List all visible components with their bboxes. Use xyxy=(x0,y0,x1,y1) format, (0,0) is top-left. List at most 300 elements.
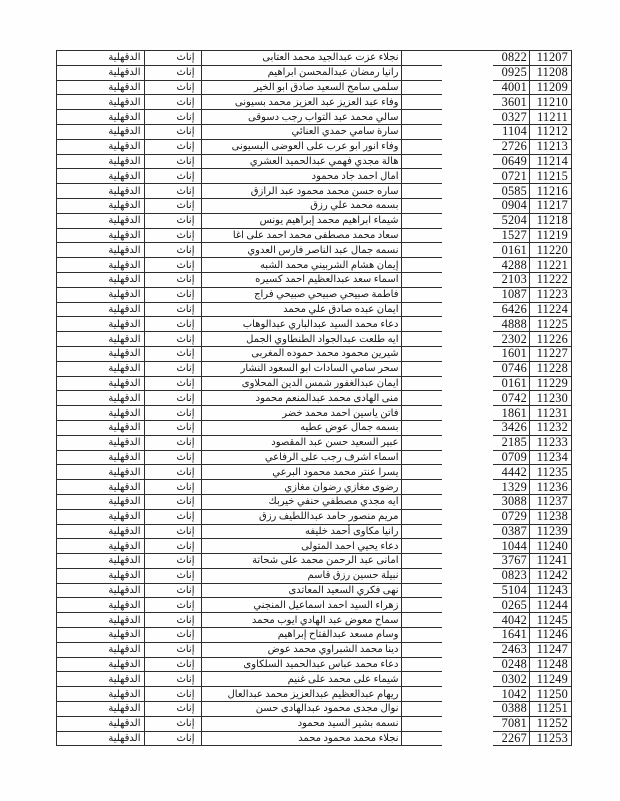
seat-number-cell xyxy=(529,628,572,643)
seat-number-cell xyxy=(529,687,572,702)
governorate-cell xyxy=(56,169,144,184)
spacer xyxy=(442,732,493,747)
governorate-label: الدقهلية xyxy=(108,111,141,123)
student-name: سعاد محمد مصطفى محمد احمد على اغا xyxy=(232,229,399,241)
spacer xyxy=(442,658,493,673)
seat-number-value: 11226 xyxy=(536,332,568,346)
empty-cell xyxy=(402,125,443,140)
gender-label: إناث xyxy=(176,377,195,389)
code-value: 0161 xyxy=(501,243,527,257)
table-row xyxy=(56,288,572,303)
seat-number-value: 11232 xyxy=(536,420,568,435)
empty-cell xyxy=(402,347,443,362)
seat-number-cell xyxy=(529,421,572,436)
governorate-cell xyxy=(56,554,144,569)
student-name-cell xyxy=(201,391,402,406)
governorate-label: الدقهلية xyxy=(108,333,141,345)
empty-cell xyxy=(402,377,443,392)
gender-label: إناث xyxy=(176,659,195,671)
empty-cell xyxy=(402,184,443,199)
spacer xyxy=(442,687,493,702)
spacer xyxy=(442,184,493,199)
gender-cell xyxy=(144,495,201,510)
gender-label: إناث xyxy=(176,599,195,611)
seat-number-cell xyxy=(529,66,572,81)
gender-cell xyxy=(144,273,201,288)
code-value: 4042 xyxy=(501,613,527,627)
student-name: دينا محمد الشبراوي محمد عوض xyxy=(267,644,399,656)
spacer xyxy=(442,317,493,332)
student-name-cell xyxy=(201,480,402,495)
spacer xyxy=(442,66,493,81)
seat-number-cell xyxy=(529,465,572,480)
seat-number-cell xyxy=(529,155,572,170)
seat-number-value: 11237 xyxy=(536,494,568,509)
governorate-label: الدقهلية xyxy=(108,673,141,685)
gender-label: إناث xyxy=(176,215,195,227)
student-name-cell xyxy=(201,525,402,540)
seat-number-cell xyxy=(529,525,572,540)
seat-number-value: 11234 xyxy=(536,450,568,464)
seat-number-cell xyxy=(529,347,572,362)
governorate-cell xyxy=(56,273,144,288)
seat-number-cell xyxy=(529,258,572,273)
table-row xyxy=(56,406,572,421)
student-name-cell xyxy=(201,702,402,717)
governorate-cell xyxy=(56,243,144,258)
student-name: سحر سامي السادات ابو السعود النشار xyxy=(240,363,399,375)
governorate-cell xyxy=(56,525,144,540)
governorate-label: الدقهلية xyxy=(108,155,141,167)
governorate-label: الدقهلية xyxy=(108,599,141,611)
governorate-label: الدقهلية xyxy=(108,96,141,108)
gender-label: إناث xyxy=(176,496,195,508)
code-cell xyxy=(493,510,529,525)
spacer xyxy=(442,598,493,613)
table-row xyxy=(56,229,572,244)
spacer xyxy=(442,155,493,170)
seat-number-cell xyxy=(529,81,572,96)
gender-cell xyxy=(144,613,201,628)
code-value: 0387 xyxy=(501,524,527,538)
table-row xyxy=(56,125,572,140)
gender-label: إناث xyxy=(176,718,195,730)
governorate-cell xyxy=(56,628,144,643)
student-name-cell xyxy=(201,643,402,658)
governorate-cell xyxy=(56,66,144,81)
empty-cell xyxy=(402,717,443,732)
code-cell xyxy=(493,110,529,125)
gender-label: إناث xyxy=(176,141,195,153)
code-cell xyxy=(493,229,529,244)
student-name: سارة سامي حمدي العنائي xyxy=(291,126,399,138)
gender-cell xyxy=(144,288,201,303)
seat-number-cell xyxy=(529,702,572,717)
table-row xyxy=(56,510,572,525)
governorate-cell xyxy=(56,377,144,392)
table-row xyxy=(56,451,572,466)
governorate-label: الدقهلية xyxy=(108,555,141,567)
seat-number-value: 11242 xyxy=(536,568,568,583)
spacer xyxy=(442,243,493,258)
governorate-label: الدقهلية xyxy=(108,215,141,227)
governorate-label: الدقهلية xyxy=(108,614,141,626)
empty-cell xyxy=(402,110,443,125)
student-name: مريم منصور حامد عبداللطيف رزق xyxy=(258,511,399,523)
governorate-label: الدقهلية xyxy=(108,81,141,93)
code-cell xyxy=(493,303,529,318)
spacer xyxy=(442,229,493,244)
seat-number-value: 11211 xyxy=(537,110,568,124)
code-value: 0823 xyxy=(501,568,527,583)
student-name-cell xyxy=(201,199,402,214)
governorate-label: الدقهلية xyxy=(108,200,141,212)
spacer xyxy=(442,125,493,140)
governorate-cell xyxy=(56,465,144,480)
gender-label: إناث xyxy=(176,614,195,626)
table-row xyxy=(56,51,572,66)
governorate-label: الدقهلية xyxy=(108,363,141,375)
empty-cell xyxy=(402,687,443,702)
code-cell xyxy=(493,717,529,732)
empty-cell xyxy=(402,732,443,747)
gender-cell xyxy=(144,554,201,569)
governorate-cell xyxy=(56,569,144,584)
governorate-cell xyxy=(56,184,144,199)
table-row xyxy=(56,332,572,347)
governorate-cell xyxy=(56,303,144,318)
student-name: دعاء محمد عباس عبدالحميد السلكاوى xyxy=(243,659,399,671)
seat-number-cell xyxy=(529,110,572,125)
gender-label: إناث xyxy=(176,229,195,241)
table-row xyxy=(56,81,572,96)
student-name: رانيا مكاوى أحمد خليفه xyxy=(305,525,399,537)
student-name-cell xyxy=(201,658,402,673)
empty-cell xyxy=(402,525,443,540)
student-name: ريهام عبدالعظيم عبدالعزيز محمد عبدالعال xyxy=(227,688,399,700)
code-value: 2267 xyxy=(501,731,527,746)
seat-number-cell xyxy=(529,377,572,392)
student-name-cell xyxy=(201,66,402,81)
gender-cell xyxy=(144,184,201,199)
code-cell xyxy=(493,702,529,717)
code-value: 1527 xyxy=(501,228,527,242)
code-value: 0161 xyxy=(501,376,527,390)
table-row xyxy=(56,717,572,732)
code-cell xyxy=(493,125,529,140)
governorate-cell xyxy=(56,451,144,466)
student-name: بسمه محمد علي رزق xyxy=(310,200,399,212)
code-cell xyxy=(493,658,529,673)
gender-label: إناث xyxy=(176,333,195,345)
empty-cell xyxy=(402,273,443,288)
gender-label: إناث xyxy=(176,274,195,286)
student-name: هالة مجدي فهمي عبدالحميد العشري xyxy=(249,155,399,167)
seat-number-cell xyxy=(529,332,572,347)
seat-number-value: 11245 xyxy=(536,613,568,627)
table-row xyxy=(56,391,572,406)
table-row xyxy=(56,273,572,288)
student-name: نجلاء محمد محمود محمد xyxy=(298,733,399,745)
spacer xyxy=(442,406,493,421)
gender-cell xyxy=(144,169,201,184)
student-name: منى الهادى محمد عبدالمنعم محمود xyxy=(255,392,399,404)
results-table xyxy=(56,50,572,746)
gender-label: إناث xyxy=(176,200,195,212)
student-name-cell xyxy=(201,554,402,569)
spacer xyxy=(442,377,493,392)
student-name-cell xyxy=(201,451,402,466)
seat-number-cell xyxy=(529,125,572,140)
student-name: امال احمد جاد محمود xyxy=(311,170,399,182)
spacer xyxy=(442,436,493,451)
code-value: 4442 xyxy=(501,465,527,479)
code-cell xyxy=(493,155,529,170)
student-name: يسرا عنتر محمد محمود البرعي xyxy=(272,466,399,478)
gender-cell xyxy=(144,125,201,140)
code-cell xyxy=(493,406,529,421)
spacer xyxy=(442,495,493,510)
code-value: 2463 xyxy=(501,642,527,657)
code-cell xyxy=(493,465,529,480)
student-name-cell xyxy=(201,628,402,643)
student-name-cell xyxy=(201,110,402,125)
code-cell xyxy=(493,584,529,599)
governorate-label: الدقهلية xyxy=(108,318,141,330)
gender-cell xyxy=(144,732,201,747)
code-value: 0925 xyxy=(501,65,527,80)
student-name: اسماء سعد عبدالعظيم احمد كسيره xyxy=(255,274,399,286)
spacer xyxy=(442,539,493,554)
student-name: ايه مجدي مصطفي حنفي خيربك xyxy=(268,496,399,508)
seat-number-cell xyxy=(529,51,572,66)
governorate-label: الدقهلية xyxy=(108,274,141,286)
student-name-cell xyxy=(201,613,402,628)
spacer xyxy=(442,480,493,495)
spacer xyxy=(442,554,493,569)
student-name-cell xyxy=(201,51,402,66)
governorate-cell xyxy=(56,51,144,66)
seat-number-value: 11235 xyxy=(536,465,568,479)
seat-number-value: 11209 xyxy=(536,80,568,94)
table-row xyxy=(56,732,572,747)
student-name-cell xyxy=(201,303,402,318)
student-name-cell xyxy=(201,717,402,732)
student-name: اسماء اشرف رجب على الرفاعي xyxy=(264,451,399,463)
governorate-cell xyxy=(56,539,144,554)
table-row xyxy=(56,525,572,540)
gender-label: إناث xyxy=(176,629,195,641)
gender-label: إناث xyxy=(176,111,195,123)
seat-number-value: 11248 xyxy=(536,657,568,672)
governorate-label: الدقهلية xyxy=(108,67,141,79)
spacer xyxy=(442,140,493,155)
empty-cell xyxy=(402,169,443,184)
seat-number-cell xyxy=(529,229,572,244)
seat-number-value: 11216 xyxy=(536,184,568,198)
gender-cell xyxy=(144,569,201,584)
code-cell xyxy=(493,140,529,155)
governorate-cell xyxy=(56,584,144,599)
seat-number-cell xyxy=(529,480,572,495)
spacer xyxy=(442,672,493,687)
code-value: 0649 xyxy=(501,154,527,168)
student-name: بسمه جمال عوض عطيه xyxy=(300,422,399,434)
code-value: 1104 xyxy=(502,124,527,139)
spacer xyxy=(442,51,493,66)
seat-number-value: 11223 xyxy=(536,287,568,302)
empty-cell xyxy=(402,66,443,81)
governorate-label: الدقهلية xyxy=(108,244,141,256)
gender-cell xyxy=(144,598,201,613)
spacer xyxy=(442,465,493,480)
governorate-label: الدقهلية xyxy=(108,422,141,434)
seat-number-value: 11240 xyxy=(536,539,568,553)
empty-cell xyxy=(402,495,443,510)
seat-number-cell xyxy=(529,732,572,747)
seat-number-value: 11224 xyxy=(536,302,568,316)
governorate-cell xyxy=(56,658,144,673)
gender-cell xyxy=(144,243,201,258)
spacer xyxy=(442,421,493,436)
seat-number-cell xyxy=(529,598,572,613)
code-cell xyxy=(493,273,529,288)
seat-number-value: 11238 xyxy=(536,509,568,524)
seat-number-value: 11250 xyxy=(536,687,568,701)
governorate-cell xyxy=(56,317,144,332)
code-cell xyxy=(493,451,529,466)
table-row xyxy=(56,672,572,687)
governorate-cell xyxy=(56,480,144,495)
table-row xyxy=(56,184,572,199)
governorate-label: الدقهلية xyxy=(108,511,141,523)
gender-cell xyxy=(144,717,201,732)
gender-label: إناث xyxy=(176,363,195,375)
empty-cell xyxy=(402,480,443,495)
code-value: 5204 xyxy=(501,213,527,228)
table-row xyxy=(56,465,572,480)
seat-number-value: 11222 xyxy=(536,272,568,287)
table-row xyxy=(56,658,572,673)
governorate-label: الدقهلية xyxy=(108,407,141,419)
gender-cell xyxy=(144,303,201,318)
gender-label: إناث xyxy=(176,52,195,64)
code-value: 0721 xyxy=(501,169,527,183)
student-name-cell xyxy=(201,687,402,702)
table-row xyxy=(56,243,572,258)
gender-cell xyxy=(144,658,201,673)
table-row xyxy=(56,258,572,273)
student-name: فاطمة صبيحي صبيحي صبيحي فراج xyxy=(254,289,399,301)
seat-number-value: 11231 xyxy=(536,406,568,420)
code-cell xyxy=(493,317,529,332)
code-cell xyxy=(493,480,529,495)
seat-number-cell xyxy=(529,184,572,199)
gender-cell xyxy=(144,258,201,273)
code-cell xyxy=(493,347,529,362)
gender-cell xyxy=(144,510,201,525)
seat-number-value: 11249 xyxy=(536,672,568,686)
seat-number-value: 11236 xyxy=(536,480,568,494)
code-cell xyxy=(493,539,529,554)
code-value: 1601 xyxy=(501,346,527,361)
seat-number-value: 11207 xyxy=(536,51,568,65)
student-name: نبيلة حسين رزق قاسم xyxy=(307,570,399,582)
student-name-cell xyxy=(201,288,402,303)
spacer xyxy=(442,288,493,303)
code-value: 5104 xyxy=(501,583,527,598)
code-value: 0585 xyxy=(501,184,527,198)
spacer xyxy=(442,451,493,466)
student-name-cell xyxy=(201,140,402,155)
gender-cell xyxy=(144,199,201,214)
governorate-label: الدقهلية xyxy=(108,185,141,197)
student-name-cell xyxy=(201,598,402,613)
seat-number-cell xyxy=(529,658,572,673)
student-name-cell xyxy=(201,332,402,347)
gender-label: إناث xyxy=(176,688,195,700)
empty-cell xyxy=(402,451,443,466)
gender-cell xyxy=(144,525,201,540)
seat-number-cell xyxy=(529,451,572,466)
spacer xyxy=(442,332,493,347)
seat-number-value: 11227 xyxy=(536,346,568,361)
seat-number-cell xyxy=(529,717,572,732)
code-cell xyxy=(493,288,529,303)
gender-label: إناث xyxy=(176,585,195,597)
spacer xyxy=(442,347,493,362)
code-value: 1329 xyxy=(501,480,527,494)
table-row xyxy=(56,584,572,599)
gender-label: إناث xyxy=(176,289,195,301)
gender-cell xyxy=(144,214,201,229)
spacer xyxy=(442,199,493,214)
code-value: 0388 xyxy=(501,702,527,716)
gender-cell xyxy=(144,332,201,347)
student-name: ساره حسن محمد محمود عبد الرازق xyxy=(250,185,399,197)
spacer xyxy=(442,258,493,273)
gender-cell xyxy=(144,391,201,406)
seat-number-value: 11219 xyxy=(536,228,568,242)
governorate-label: الدقهلية xyxy=(108,392,141,404)
empty-cell xyxy=(402,702,443,717)
gender-cell xyxy=(144,584,201,599)
governorate-cell xyxy=(56,332,144,347)
governorate-cell xyxy=(56,347,144,362)
student-name: سماح معوض عبد الهادي ايوب محمد xyxy=(251,614,399,626)
gender-label: إناث xyxy=(176,451,195,463)
spacer xyxy=(442,702,493,717)
code-cell xyxy=(493,391,529,406)
gender-cell xyxy=(144,81,201,96)
gender-label: إناث xyxy=(176,126,195,138)
student-name: وفاء عبد العزيز عبد العزيز محمد بسيونى xyxy=(234,96,399,108)
governorate-cell xyxy=(56,406,144,421)
student-name: وسام مسعد عبدالفتاح إبراهيم xyxy=(277,629,399,641)
seat-number-cell xyxy=(529,584,572,599)
governorate-label: الدقهلية xyxy=(108,348,141,360)
gender-label: إناث xyxy=(176,392,195,404)
gender-cell xyxy=(144,628,201,643)
empty-cell xyxy=(402,303,443,318)
governorate-cell xyxy=(56,125,144,140)
governorate-cell xyxy=(56,362,144,377)
student-name-cell xyxy=(201,155,402,170)
code-value: 3767 xyxy=(501,554,527,568)
governorate-cell xyxy=(56,598,144,613)
governorate-label: الدقهلية xyxy=(108,229,141,241)
student-name: فاتن ياسين احمد محمد خضر xyxy=(282,407,399,419)
